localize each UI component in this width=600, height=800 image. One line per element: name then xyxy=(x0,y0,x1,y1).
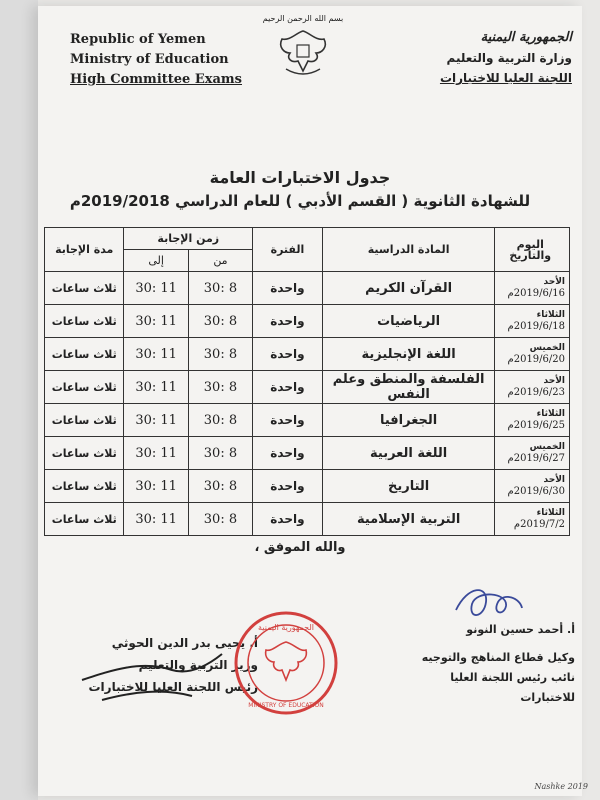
cell-duration: ثلاث ساعات xyxy=(45,437,124,470)
cell-date: 2019/6/27م xyxy=(507,453,565,464)
cell-subject: القرآن الكريم xyxy=(322,272,495,305)
col-header-subject: المادة الدراسية xyxy=(322,228,495,272)
cell-subject: اللغة الإنجليزية xyxy=(322,338,495,371)
signatory-right xyxy=(400,620,575,708)
exam-schedule-table xyxy=(44,227,570,536)
table-row xyxy=(45,404,570,437)
schedule-subtitle: للشهادة الثانوية ( القسم الأدبي ) للعام الدراسي 2019/2018م xyxy=(69,192,531,210)
footer-credit: Nashke 2019 xyxy=(534,782,588,791)
cell-day: الثلاثاء xyxy=(536,310,565,320)
table-row xyxy=(45,371,570,404)
eagle-emblem-icon xyxy=(268,23,338,81)
cell-time-to: 11 :30 xyxy=(124,470,188,503)
col-header-from: من xyxy=(188,250,252,272)
cell-day-date xyxy=(495,503,570,536)
ministry-stamp-icon xyxy=(232,608,340,718)
signatory-left-title: وزير التربية والتعليم xyxy=(138,658,258,672)
cell-time-to: 11 :30 xyxy=(124,437,188,470)
cell-day: الخميس xyxy=(529,442,565,452)
signatory-right-name: أ. أحمد حسين النونو xyxy=(466,623,575,636)
col-header-duration: مدة الإجابة xyxy=(45,228,124,272)
col-header-period: الفترة xyxy=(253,228,323,272)
stamp-top-text: الجمهورية اليمنية xyxy=(257,623,315,632)
cell-date: 2019/6/23م xyxy=(507,387,565,398)
signatory-left-name: أ. يحيى بدر الدين الحوثي xyxy=(111,636,258,650)
cell-day-date xyxy=(495,338,570,371)
cell-day: الخميس xyxy=(529,343,565,353)
cell-time-from: 8 :30 xyxy=(188,503,252,536)
cell-subject: التربية الإسلامية xyxy=(322,503,495,536)
cell-subject: الرياضيات xyxy=(322,305,495,338)
yemen-emblem xyxy=(262,14,344,86)
cell-duration: ثلاث ساعات xyxy=(45,338,124,371)
cell-time-to: 11 :30 xyxy=(124,305,188,338)
cell-date: 2019/6/18م xyxy=(507,321,565,332)
cell-subject: الفلسفة والمنطق وعلم النفس xyxy=(322,371,495,404)
cell-time-to: 11 :30 xyxy=(124,404,188,437)
cell-day: الثلاثاء xyxy=(536,409,565,419)
cell-duration: ثلاث ساعات xyxy=(45,404,124,437)
signature-left-icon xyxy=(72,640,232,720)
table-header-row xyxy=(45,228,570,250)
header-ministry: Ministry of Education xyxy=(70,52,229,67)
cell-time-from: 8 :30 xyxy=(188,338,252,371)
table-row xyxy=(45,470,570,503)
cell-time-from: 8 :30 xyxy=(188,470,252,503)
arabic-header xyxy=(440,28,572,88)
cell-date: 2019/6/20م xyxy=(507,354,565,365)
cell-time-to: 11 :30 xyxy=(124,503,188,536)
signatory-left-role: رئيس اللجنة العليا للاختبارات xyxy=(88,680,258,694)
table-row xyxy=(45,503,570,536)
cell-subject: التاريخ xyxy=(322,470,495,503)
table-row xyxy=(45,272,570,305)
cell-day-date xyxy=(495,404,570,437)
cell-period: واحدة xyxy=(253,338,323,371)
header-committee: High Committee Exams xyxy=(70,72,242,87)
cell-period: واحدة xyxy=(253,470,323,503)
header-arabic-country: الجمهورية اليمنية xyxy=(480,30,572,45)
cell-day: الأحد xyxy=(543,376,565,386)
cell-time-from: 8 :30 xyxy=(188,371,252,404)
signatory-right-title: وكيل قطاع المناهج والتوجيه xyxy=(421,651,575,664)
stamp-bottom-text: MINISTRY OF EDUCATION xyxy=(248,702,324,709)
cell-duration: ثلاث ساعات xyxy=(45,272,124,305)
col-header-time: زمن الإجابة xyxy=(124,228,253,250)
cell-day-date xyxy=(495,305,570,338)
cell-period: واحدة xyxy=(253,503,323,536)
cell-duration: ثلاث ساعات xyxy=(45,470,124,503)
cell-day-date xyxy=(495,371,570,404)
cell-time-to: 11 :30 xyxy=(124,338,188,371)
cell-date: 2019/6/16م xyxy=(507,288,565,299)
table-row xyxy=(45,338,570,371)
cell-date: 2019/7/2م xyxy=(513,519,565,530)
cell-time-from: 8 :30 xyxy=(188,305,252,338)
cell-period: واحدة xyxy=(253,437,323,470)
cell-duration: ثلاث ساعات xyxy=(45,305,124,338)
cell-subject: الجغرافيا xyxy=(322,404,495,437)
cell-period: واحدة xyxy=(253,272,323,305)
english-header xyxy=(70,30,242,90)
cell-period: واحدة xyxy=(253,404,323,437)
header-arabic-ministry: وزارة التربية والتعليم xyxy=(446,51,572,65)
cell-time-from: 8 :30 xyxy=(188,272,252,305)
cell-time-from: 8 :30 xyxy=(188,404,252,437)
signature-right-icon xyxy=(448,580,528,630)
cell-duration: ثلاث ساعات xyxy=(45,503,124,536)
header-country: Republic of Yemen xyxy=(70,32,206,47)
basmala-text: بسم الله الرحمن الرحيم xyxy=(262,14,344,23)
cell-date: 2019/6/25م xyxy=(507,420,565,431)
cell-subject: اللغة العربية xyxy=(322,437,495,470)
schedule-title: جدول الاختبارات العامة xyxy=(209,168,391,187)
cell-date: 2019/6/30م xyxy=(507,486,565,497)
table-row xyxy=(45,305,570,338)
cell-day: الثلاثاء xyxy=(536,508,565,518)
cell-day: الأحد xyxy=(543,475,565,485)
cell-day-date xyxy=(495,437,570,470)
header-arabic-committee: اللجنة العليا للاختبارات xyxy=(439,71,572,85)
cell-day: الأحد xyxy=(543,277,565,287)
col-header-to: إلى xyxy=(124,250,188,272)
cell-duration: ثلاث ساعات xyxy=(45,371,124,404)
cell-period: واحدة xyxy=(253,371,323,404)
cell-day-date xyxy=(495,272,570,305)
table-row xyxy=(45,437,570,470)
cell-time-from: 8 :30 xyxy=(188,437,252,470)
col-header-day-date: اليوم والتاريخ xyxy=(495,228,570,272)
cell-time-to: 11 :30 xyxy=(124,272,188,305)
signatory-right-role: نائب رئيس اللجنة العليا للاختبارات xyxy=(450,671,575,704)
page-edge-shadow xyxy=(0,0,38,800)
cell-period: واحدة xyxy=(253,305,323,338)
cell-time-to: 11 :30 xyxy=(124,371,188,404)
closing-text: والله الموفق ، xyxy=(254,540,346,555)
cell-day-date xyxy=(495,470,570,503)
